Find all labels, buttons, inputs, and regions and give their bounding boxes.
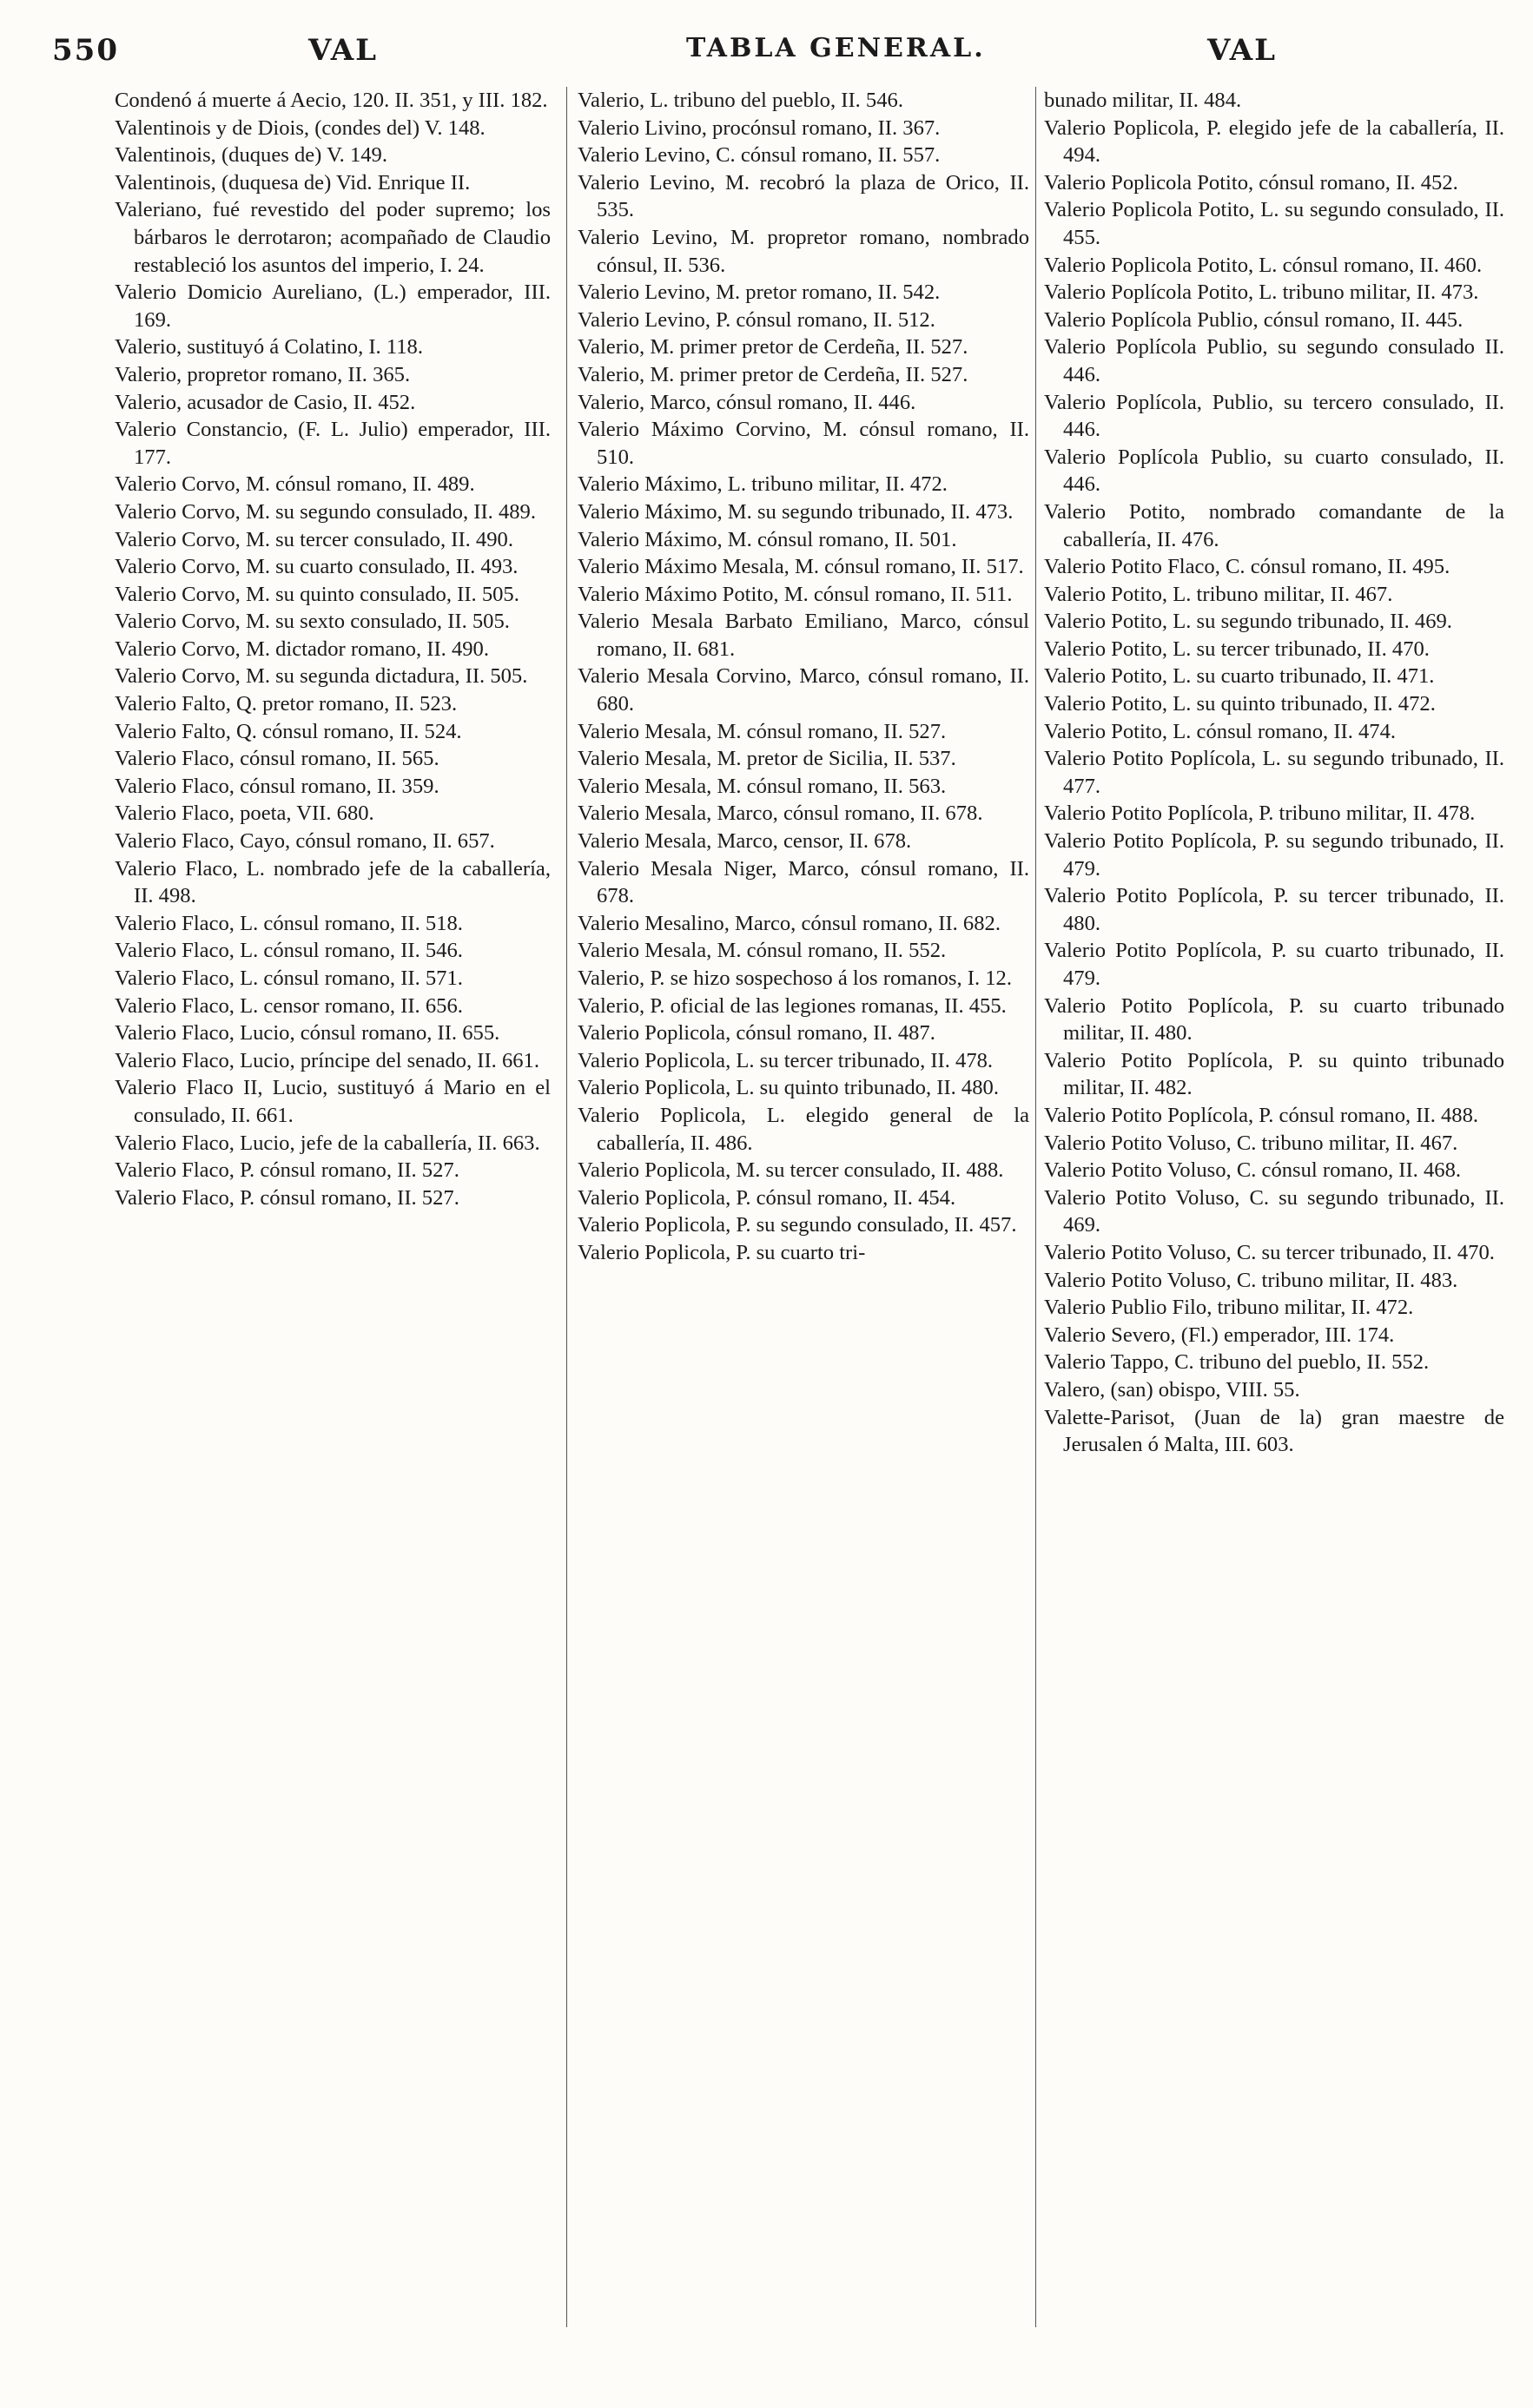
index-entry: Valerio Poplicola, L. su quinto tribunado, II. 480. bbox=[578, 1076, 999, 1100]
index-entry: Condenó á muerte á Aecio, 120. II. 351, y III. 182. bbox=[115, 89, 548, 112]
index-entry: Valerio Severo, (Fl.) emperador, III. 174. bbox=[1044, 1323, 1395, 1347]
index-entry: Valerio Levino, C. cónsul romano, II. 557. bbox=[578, 143, 941, 168]
index-entry: Valerio Flaco, cónsul romano, II. 359. bbox=[115, 774, 439, 798]
index-entry: Valerio Potito, L. su tercer tribunado, II. 470. bbox=[1044, 637, 1430, 661]
column-rule bbox=[566, 87, 567, 2327]
index-entry: Valerio Potito Poplícola, P. su cuarto tribunado, II. 479. bbox=[1044, 939, 1504, 990]
index-entry: Valerio Corvo, M. su segunda dictadura, II. 505. bbox=[115, 664, 528, 689]
index-entry: Valerio Flaco, cónsul romano, II. 565. bbox=[115, 747, 439, 771]
index-entry: Valerio Potito Poplícola, L. su segundo tribunado, II. 477. bbox=[1044, 747, 1504, 798]
index-entry: Valerio Potito, L. su quinto tribunado, II. 472. bbox=[1044, 692, 1436, 716]
index-entry: Valerio Levino, P. cónsul romano, II. 512. bbox=[578, 307, 935, 332]
index-entry: Valerio Potito Voluso, C. tribuno militar, II. 483. bbox=[1044, 1268, 1458, 1292]
index-entry: Valerio Flaco, L. nombrado jefe de la caballería, II. 498. bbox=[115, 856, 551, 908]
index-entry: Valerio Corvo, M. su sexto consulado, II. 505. bbox=[115, 610, 510, 634]
index-entry: Valerio Publio Filo, tribuno militar, II. 472. bbox=[1044, 1296, 1414, 1320]
index-entry: Valerio Máximo, M. su segundo tribunado, II. 473. bbox=[578, 499, 1014, 524]
index-entry: Valerio Poplicola Potito, cónsul romano, II. 452. bbox=[1044, 170, 1458, 195]
index-entry: Valerio Mesala, M. cónsul romano, II. 552. bbox=[578, 939, 947, 963]
index-entry: Valerio Potito Voluso, C. su tercer tribunado, II. 470. bbox=[1044, 1240, 1495, 1264]
index-entry: Valerio Poplicola, cónsul romano, II. 487. bbox=[578, 1021, 935, 1046]
index-entry: Valerio Poplicola Potito, L. cónsul romano, II. 460. bbox=[1044, 253, 1483, 277]
index-entry: Valerio Flaco, Cayo, cónsul romano, II. 657. bbox=[115, 829, 495, 854]
index-entry: Valentinois, (duquesa de) Vid. Enrique II. bbox=[115, 170, 471, 195]
index-entry: Valerio, L. tribuno del pueblo, II. 546. bbox=[578, 89, 903, 112]
index-entry: Valerio Levino, M. pretor romano, II. 542. bbox=[578, 280, 941, 305]
index-entry: Valerio Potito Poplícola, P. su quinto tribunado militar, II. 482. bbox=[1044, 1048, 1504, 1100]
index-entry: Valerio Corvo, M. su cuarto consulado, II. 493. bbox=[115, 555, 519, 579]
index-entry: Valerio Flaco, P. cónsul romano, II. 527. bbox=[115, 1158, 459, 1183]
index-entry: Valerio Máximo Potito, M. cónsul romano, II. 511. bbox=[578, 582, 1013, 606]
index-entry: Valerio Máximo, M. cónsul romano, II. 501. bbox=[578, 527, 957, 551]
running-head-left: VAL bbox=[308, 33, 379, 68]
index-entry: Valerio Potito Poplícola, P. su tercer tribunado, II. 480. bbox=[1044, 884, 1504, 935]
index-entry: Valerio Mesala, M. cónsul romano, II. 563. bbox=[578, 774, 947, 798]
index-column-right bbox=[1044, 87, 1504, 2388]
index-entry: Valerio Falto, Q. cónsul romano, II. 524. bbox=[115, 719, 462, 743]
index-entry: Valerio Poplicola, P. su segundo consulado, II. 457. bbox=[578, 1213, 1017, 1237]
index-entry: Valerio Potito, nombrado comandante de la caballería, II. 476. bbox=[1044, 499, 1504, 551]
index-entry: Valerio Corvo, M. su quinto consulado, II. 505. bbox=[115, 582, 519, 606]
index-entry: Valerio, Marco, cónsul romano, II. 446. bbox=[578, 390, 916, 414]
index-column-middle bbox=[578, 87, 1029, 2388]
index-entry: Valerio Poplícola Publio, cónsul romano, II. 445. bbox=[1044, 307, 1464, 332]
index-entry: bunado militar, II. 484. bbox=[1044, 89, 1242, 112]
running-head-title: TABLA GENERAL. bbox=[686, 33, 986, 63]
index-entry: Valerio Flaco, L. cónsul romano, II. 518. bbox=[115, 911, 463, 935]
index-entry: Valerio Potito Poplícola, P. su segundo tribunado, II. 479. bbox=[1044, 829, 1504, 881]
index-entry: Valerio Flaco, L. cónsul romano, II. 571. bbox=[115, 966, 463, 990]
index-entry: Valerio Flaco, Lucio, jefe de la caballería, II. 663. bbox=[115, 1131, 540, 1155]
index-column-left bbox=[115, 87, 551, 2388]
index-entry: Valerio Corvo, M. dictador romano, II. 490. bbox=[115, 637, 489, 661]
running-head-right: VAL bbox=[1207, 33, 1278, 68]
index-entry: Valerio Potito, L. cónsul romano, II. 474. bbox=[1044, 719, 1397, 743]
index-entry: Valerio Corvo, M. su segundo consulado, II. 489. bbox=[115, 499, 536, 524]
index-entry: Valerio Corvo, M. cónsul romano, II. 489. bbox=[115, 472, 475, 497]
column-rule bbox=[1035, 87, 1036, 2327]
index-entry: Valerio Levino, M. recobró la plaza de Orico, II. 535. bbox=[578, 170, 1029, 222]
index-entry: Valerio Poplícola Potito, L. tribuno militar, II. 473. bbox=[1044, 280, 1479, 305]
index-entry: Valerio Potito, L. su segundo tribunado, II. 469. bbox=[1044, 610, 1452, 634]
index-entry: Valerio, sustituyó á Colatino, I. 118. bbox=[115, 335, 423, 360]
index-entry: Valerio, M. primer pretor de Cerdeña, II. 527. bbox=[578, 335, 968, 360]
index-entry: Valerio Máximo, L. tribuno militar, II. 472. bbox=[578, 472, 948, 497]
index-entry: Valerio Potito, L. su cuarto tribunado, II. 471. bbox=[1044, 664, 1435, 689]
index-entry: Valette-Parisot, (Juan de la) gran maestre de Jerusalen ó Malta, III. 603. bbox=[1044, 1405, 1504, 1457]
index-entry: Valerio Flaco, poeta, VII. 680. bbox=[115, 802, 374, 826]
index-entry: Valero, (san) obispo, VIII. 55. bbox=[1044, 1377, 1300, 1402]
index-entry: Valerio Mesala Corvino, Marco, cónsul romano, II. 680. bbox=[578, 664, 1029, 716]
index-entry: Valerio Poplicola, L. elegido general de la caballería, II. 486. bbox=[578, 1103, 1029, 1155]
index-entry: Valerio Poplicola, P. su cuarto tri- bbox=[578, 1240, 866, 1264]
index-entry: Valerio Falto, Q. pretor romano, II. 523. bbox=[115, 692, 458, 716]
index-entry: Valerio Flaco, Lucio, príncipe del senado, II. 661. bbox=[115, 1048, 539, 1072]
index-entry: Valerio Poplicola, L. su tercer tribunado, II. 478. bbox=[578, 1048, 994, 1072]
index-entry: Valerio Flaco II, Lucio, sustituyó á Mario en el consulado, II. 661. bbox=[115, 1076, 551, 1127]
index-entry: Valerio, P. se hizo sospechoso á los romanos, I. 12. bbox=[578, 966, 1013, 990]
index-entry: Valeriano, fué revestido del poder supremo; los bárbaros le derrotaron; acompañado de Claudio restableció los asuntos del imperio, I. 24. bbox=[115, 198, 551, 277]
index-entry: Valerio Potito Voluso, C. tribuno militar, II. 467. bbox=[1044, 1131, 1458, 1155]
index-entry: Valerio Flaco, L. censor romano, II. 656. bbox=[115, 993, 463, 1018]
index-entry: Valerio Potito Flaco, C. cónsul romano, II. 495. bbox=[1044, 555, 1450, 579]
index-entry: Valerio Poplícola Publio, su cuarto consulado, II. 446. bbox=[1044, 445, 1504, 497]
index-entry: Valerio Constancio, (F. L. Julio) emperador, III. 177. bbox=[115, 418, 551, 469]
index-entry: Valerio Mesala, M. cónsul romano, II. 527. bbox=[578, 719, 947, 743]
index-entry: Valerio Flaco, P. cónsul romano, II. 527. bbox=[115, 1185, 459, 1210]
index-entry: Valerio Máximo Corvino, M. cónsul romano, II. 510. bbox=[578, 418, 1029, 469]
index-entry: Valerio Flaco, Lucio, cónsul romano, II. 655. bbox=[115, 1021, 500, 1046]
index-entry: Valerio Corvo, M. su tercer consulado, II. 490. bbox=[115, 527, 513, 551]
index-entry: Valerio, M. primer pretor de Cerdeña, II. 527. bbox=[578, 362, 968, 386]
index-entry: Valerio Mesala Barbato Emiliano, Marco, cónsul romano, II. 681. bbox=[578, 610, 1029, 661]
index-entry: Valerio Mesalino, Marco, cónsul romano, II. 682. bbox=[578, 911, 1001, 935]
index-entry: Valentinois y de Diois, (condes del) V. 148. bbox=[115, 115, 486, 140]
index-entry: Valerio Poplicola, P. cónsul romano, II. 454. bbox=[578, 1185, 956, 1210]
index-entry: Valerio Potito Poplícola, P. cónsul romano, II. 488. bbox=[1044, 1103, 1479, 1127]
index-entry: Valerio Poplicola Potito, L. su segundo consulado, II. 455. bbox=[1044, 198, 1504, 249]
index-entry: Valerio Poplícola Publio, su segundo consulado II. 446. bbox=[1044, 335, 1504, 386]
index-entry: Valerio Mesala, M. pretor de Sicilia, II. 537. bbox=[578, 747, 956, 771]
page-header bbox=[0, 33, 1533, 76]
index-entry: Valerio Domicio Aureliano, (L.) emperador, III. 169. bbox=[115, 280, 551, 332]
page-number: 550 bbox=[52, 33, 119, 68]
index-entry: Valerio Potito Voluso, C. cónsul romano, II. 468. bbox=[1044, 1158, 1462, 1183]
index-entry: Valerio, P. oficial de las legiones romanas, II. 455. bbox=[578, 993, 1007, 1018]
index-entry: Valerio Poplicola, M. su tercer consulado, II. 488. bbox=[578, 1158, 1004, 1183]
index-entry: Valerio, propretor romano, II. 365. bbox=[115, 362, 411, 386]
index-entry: Valerio Potito, L. tribuno militar, II. 467. bbox=[1044, 582, 1393, 606]
index-entry: Valerio Potito Poplícola, P. tribuno militar, II. 478. bbox=[1044, 802, 1476, 826]
index-entry: Valerio, acusador de Casio, II. 452. bbox=[115, 390, 416, 414]
index-entry: Valerio Tappo, C. tribuno del pueblo, II. 552. bbox=[1044, 1350, 1430, 1375]
index-entry: Valerio Potito Voluso, C. su segundo tribunado, II. 469. bbox=[1044, 1185, 1504, 1237]
index-entry: Valerio Potito Poplícola, P. su cuarto tribunado militar, II. 480. bbox=[1044, 993, 1504, 1046]
index-entry: Valerio Livino, procónsul romano, II. 367. bbox=[578, 115, 941, 140]
index-entry: Valerio Mesala, Marco, cónsul romano, II. 678. bbox=[578, 802, 983, 826]
index-entry: Valerio Mesala Niger, Marco, cónsul romano, II. 678. bbox=[578, 856, 1029, 908]
index-entry: Valentinois, (duques de) V. 149. bbox=[115, 143, 388, 168]
index-entry: Valerio Máximo Mesala, M. cónsul romano, II. 517. bbox=[578, 555, 1024, 579]
index-entry: Valerio Levino, M. propretor romano, nombrado cónsul, II. 536. bbox=[578, 225, 1029, 277]
index-entry: Valerio Mesala, Marco, censor, II. 678. bbox=[578, 829, 912, 854]
index-entry: Valerio Flaco, L. cónsul romano, II. 546. bbox=[115, 939, 463, 963]
index-entry: Valerio Poplícola, Publio, su tercero consulado, II. 446. bbox=[1044, 390, 1504, 442]
index-entry: Valerio Poplicola, P. elegido jefe de la caballería, II. 494. bbox=[1044, 115, 1504, 168]
